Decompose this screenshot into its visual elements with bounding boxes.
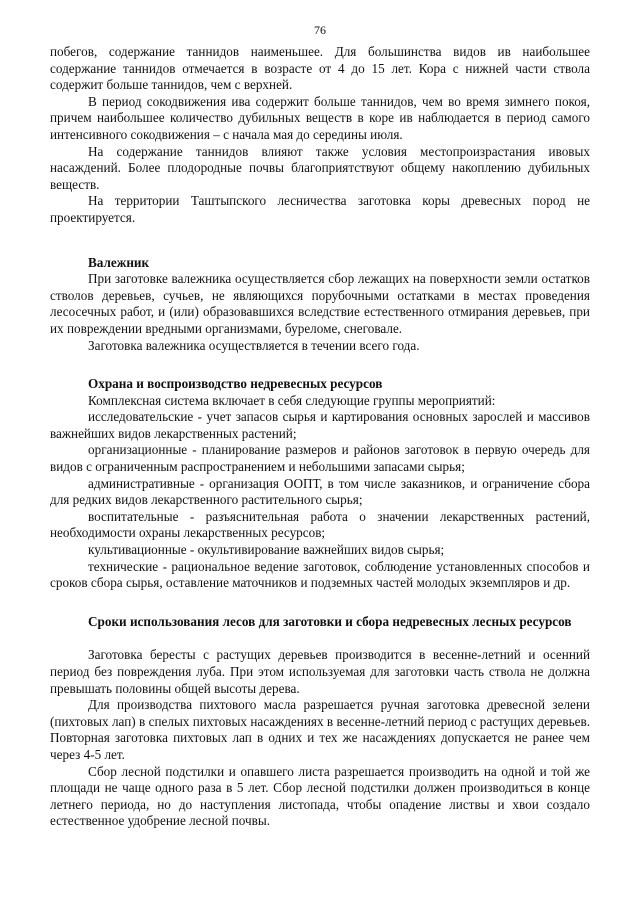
- spacer: [50, 354, 590, 376]
- paragraph: Заготовка бересты с растущих деревьев производится в весенне-летний и осенний период без повреждения луба. При этом используемая для заготовки часть ствола не должна превышать половины общей высоты дерева.: [50, 647, 590, 696]
- spacer: [50, 227, 590, 255]
- paragraph: Для производства пихтового масла разрешается ручная заготовка древесной зелени (пихтовых лап) в спелых пихтовых насаждениях в весенне-летний период с растущих деревьев. Повторная заготовка пихтовых лап в одних и тех же насаждениях допускается не ранее чем через 4-5 лет.: [50, 697, 590, 762]
- paragraph: Комплексная система включает в себя следующие группы мероприятий:: [88, 392, 496, 408]
- paragraph: На содержание таннидов влияют также условия местопроизрастания ивовых насаждений. Более плодородные почвы благоприятствуют общему накоплению дубильных веществ.: [50, 143, 590, 192]
- paragraph: воспитательные - разъяснительная работа о значении лекарственных растений, необходимости охраны лекарственных ресурсов;: [50, 508, 590, 541]
- spacer: [50, 630, 590, 647]
- paragraph: побегов, содержание таннидов наименьшее. Для большинства видов ив наибольшее содержание таннидов отмечается в возрасте от 4 до 15 лет. Кора с нижней части ствола содержит больше таннидов, чем с верхней.: [50, 44, 590, 93]
- paragraph: Заготовка валежника осуществляется в течении всего года.: [88, 337, 420, 353]
- spacer: [50, 592, 590, 614]
- paragraph: административные - организация ООПТ, в том числе заказников, и ограничение сбора для редких видов лекарственного растительного сырья;: [50, 475, 590, 508]
- paragraph: На территории Таштыпского лесничества заготовка коры древесных пород не проектируется.: [50, 193, 590, 225]
- paragraph: Сбор лесной подстилки и опавшего листа разрешается производить на одной и той же площади не чаще одного раза в 5 лет. Сбор лесной подстилки должен производиться в конце летнего периода, но до наступления листопада, чтобы опадение листвы и хвои создало естественное удобрение лесной почвы.: [50, 763, 590, 829]
- section-heading: Охрана и воспроизводство недревесных ресурсов: [88, 376, 383, 392]
- paragraph: культивационные - окультивирование важнейших видов сырья;: [88, 542, 445, 558]
- paragraph: В период сокодвижения ива содержит больше таннидов, чем во время зимнего покоя, причем наибольшее количество дубильных веществ в коре ив наблюдается в период самого интенсивного сокодвижения – с начала мая до середины июля.: [50, 93, 590, 142]
- section-heading: Валежник: [88, 254, 150, 270]
- paragraph: исследовательские - учет запасов сырья и картирования основных зарослей и массивов важнейших видов лекарственных растений;: [50, 409, 590, 441]
- document-body: [50, 44, 590, 830]
- paragraph: При заготовке валежника осуществляется сбор лежащих на поверхности земли остатков стволов деревьев, сучьев, не являющихся порубочными остатками в местах проведения лесосечных работ, и (или) образовавшихся вследствие естественного отмирания деревьев, при их повреждении вредными организмами, буреломе, снеговале.: [50, 271, 590, 336]
- section-heading: Сроки использования лесов для заготовки и сбора недревесных лесных ресурсов: [88, 613, 572, 629]
- page-number: 76: [314, 23, 326, 37]
- paragraph: организационные - планирование размеров и районов заготовок в первую очередь для видов с ограниченным распространением и небольшими запасами сырья;: [50, 442, 590, 475]
- paragraph: технические - рациональное ведение заготовок, соблюдение установленных способов и сроков сбора сырья, оставление маточников и подземных частей молодых экземпляров и др.: [50, 558, 590, 591]
